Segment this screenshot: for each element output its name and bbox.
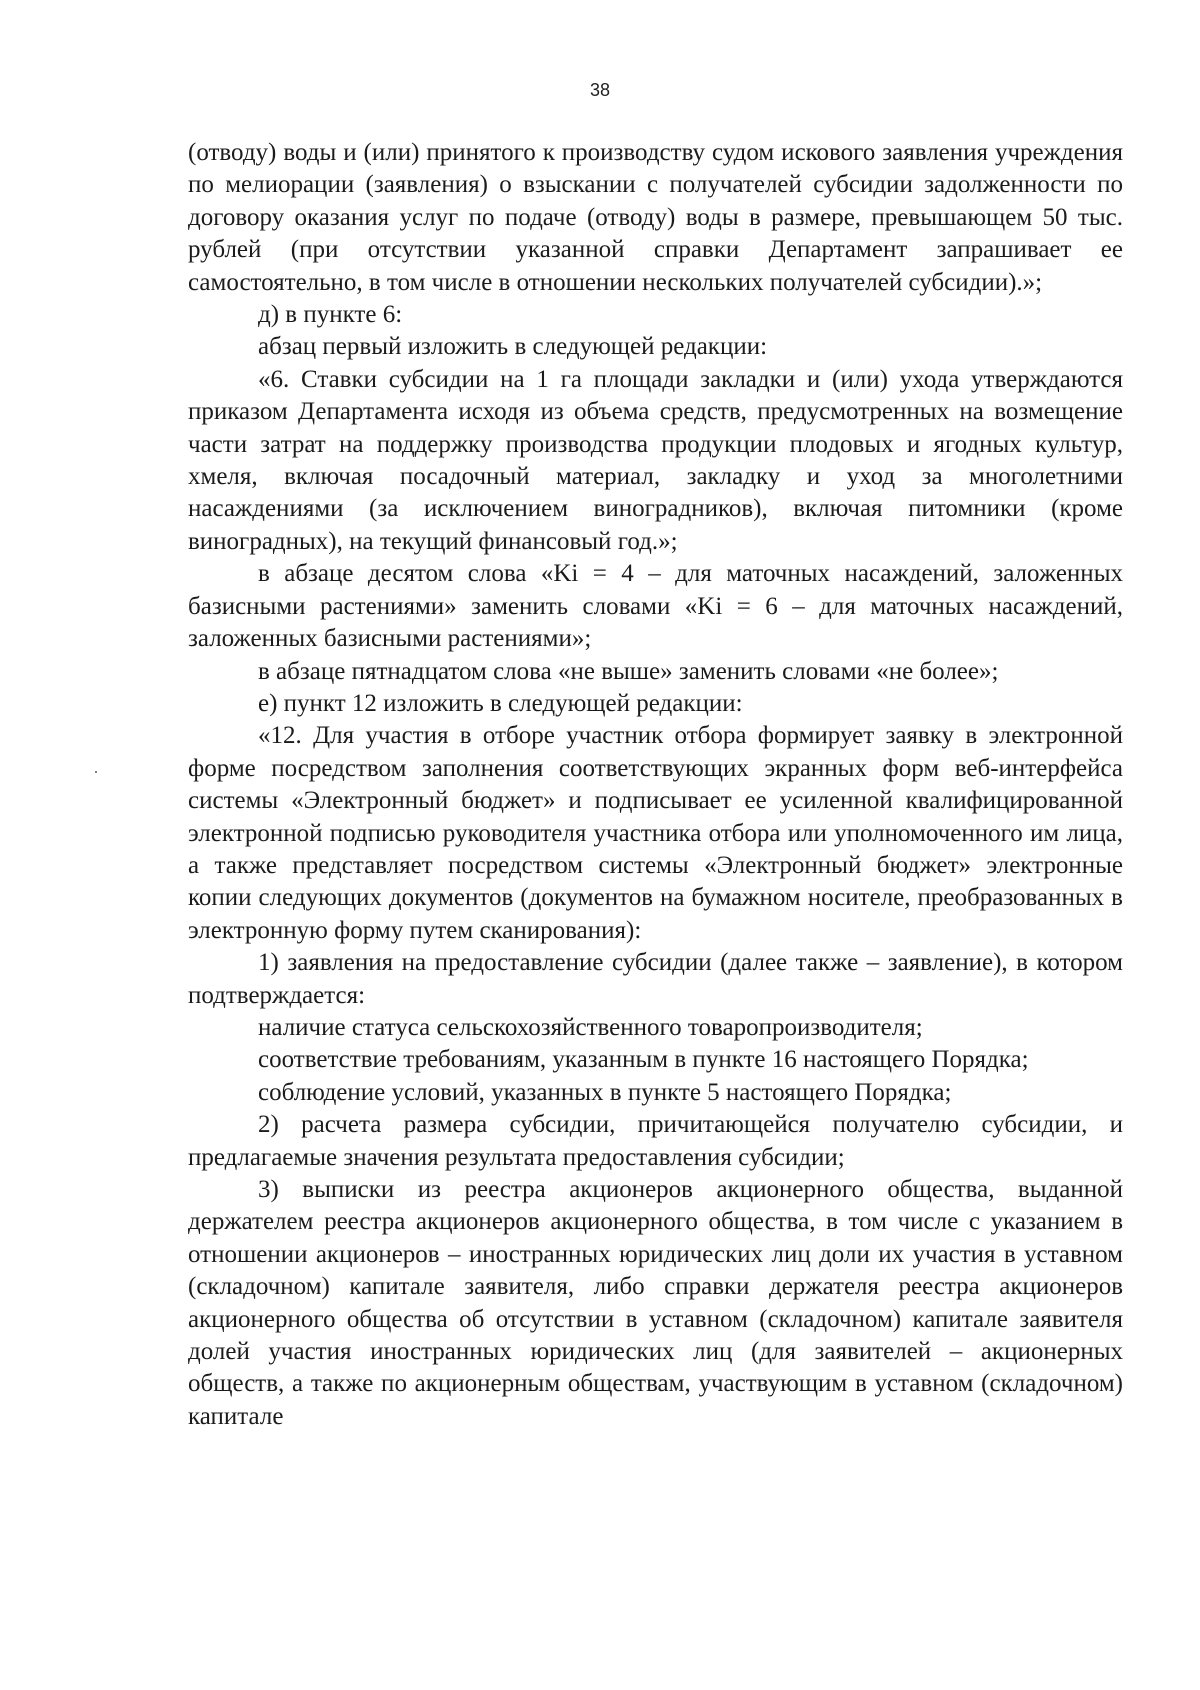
paragraph: «6. Ставки субсидии на 1 га площади закладки и (или) ухода утверждаются приказом Департамента исходя из объема средств, предусмотренных на возмещение части затрат на поддержку производства продукции плодовых и ягодных культур, хмеля, включая посадочный материал, закладку и уход за многолетними насаждениями (за исключением виноградников), включая питомники (кроме виноградных), на текущий финансовый год.»; [188, 365, 1123, 555]
paragraph: е) пункт 12 изложить в следующей редакции: [258, 689, 743, 717]
paragraph: в абзаце пятнадцатом слова «не выше» заменить словами «не более»; [258, 657, 999, 685]
paragraph: соблюдение условий, указанных в пункте 5 настоящего Порядка; [258, 1078, 952, 1106]
paragraph: «12. Для участия в отборе участник отбора формирует заявку в электронной форме посредством заполнения соответствующих экранных форм веб-интерфейса системы «Электронный бюджет» и подписывает ее усиленной квалифицированной электронной подписью руководителя участника отбора или уполномоченного им лица, а также представляет посредством системы «Электронный бюджет» электронные копии следующих документов (документов на бумажном носителе, преобразованных в электронную форму путем сканирования): [188, 722, 1123, 944]
page-number: 38 [589, 80, 611, 100]
paragraph: соответствие требованиям, указанным в пункте 16 настоящего Порядка; [258, 1046, 1029, 1074]
paragraph: 1) заявления на предоставление субсидии (далее также – заявление), в котором подтверждается: [188, 949, 1123, 1009]
document-body [188, 137, 1123, 1433]
paragraph: (отводу) воды и (или) принятого к производству судом искового заявления учреждения по мелиорации (заявления) о взыскании с получателей субсидии задолженности по договору оказания услуг по подаче (отводу) воды в размере, превышающем 50 тыс. рублей (при отсутствии указанной справки Департамент запрашивает ее самостоятельно, в том числе в отношении нескольких получателей субсидии).»; [188, 139, 1123, 296]
scan-speck [95, 771, 97, 773]
paragraph: 2) расчета размера субсидии, причитающейся получателю субсидии, и предлагаемые значения результата предоставления субсидии; [188, 1111, 1123, 1171]
paragraph: в абзаце десятом слова «Ki = 4 – для маточных насаждений, заложенных базисными растениями» заменить словами «Ki = 6 – для маточных насаждений, заложенных базисными растениями»; [188, 560, 1123, 653]
paragraph: д) в пункте 6: [258, 301, 403, 329]
paragraph: 3) выписки из реестра акционеров акционерного общества, выданной держателем реестра акционеров акционерного общества, в том числе с указанием в отношении акционеров – иностранных юридических лиц доли их участия в уставном (складочном) капитале заявителя, либо справки держателя реестра акционеров акционерного общества об отсутствии в уставном (складочном) капитале заявителя долей участия иностранных юридических лиц (для заявителей – акционерных обществ, а также по акционерным обществам, участвующим в уставном (складочном) капитале [188, 1176, 1123, 1430]
paragraph: наличие статуса сельскохозяйственного товаропроизводителя; [258, 1013, 923, 1041]
paragraph: абзац первый изложить в следующей редакции: [258, 333, 768, 361]
